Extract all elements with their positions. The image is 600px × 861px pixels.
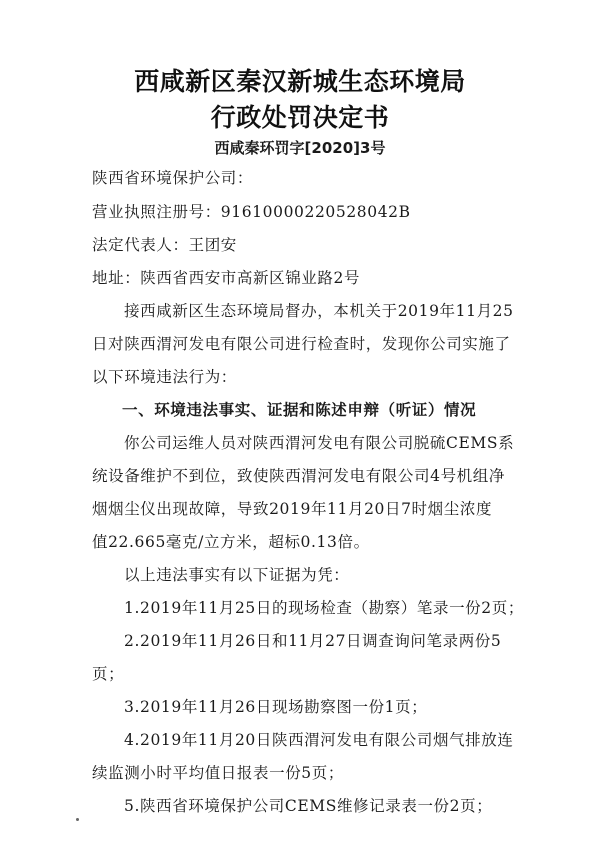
address: 地址：陕西省西安市高新区锦业路2号 <box>92 269 361 287</box>
license-number: 营业执照注册号：91610000220528042B <box>92 203 411 221</box>
facts-line: 统设备维护不到位，致使陕西渭河发电有限公司4号机组净 <box>92 467 505 485</box>
evidence-item: 3.2019年11月26日现场勘察图一份1页； <box>124 698 428 716</box>
evidence-item-continued: 续监测小时平均值日报表一份5页； <box>92 764 344 782</box>
evidence-item: 4.2019年11月20日陕西渭河发电有限公司烟气排放连 <box>124 731 514 749</box>
facts-line: 值22.665毫克/立方米，超标0.13倍。 <box>92 533 370 551</box>
facts-line: 烟烟尘仪出现故障，导致2019年11月20日7时烟尘浓度 <box>92 500 493 518</box>
intro-line: 日对陕西渭河发电有限公司进行检查时，发现你公司实施了 <box>92 335 511 353</box>
evidence-intro: 以上违法事实有以下证据为凭： <box>124 566 350 584</box>
evidence-item: 5.陕西省环境保护公司CEMS维修记录表一份2页； <box>124 797 493 815</box>
document-title-line2: 行政处罚决定书 <box>210 103 390 132</box>
evidence-item-continued: 页； <box>92 665 125 683</box>
facts-line: 你公司运维人员对陕西渭河发电有限公司脱硫CEMS系 <box>124 434 515 452</box>
evidence-item: 2.2019年11月26日和11月27日调查询问笔录两份5 <box>124 632 502 650</box>
intro-line: 接西咸新区生态环境局督办，本机关于2019年11月25 <box>124 302 514 320</box>
evidence-item: 1.2019年11月25日的现场检查（勘察）笔录一份2页； <box>124 599 524 617</box>
recipient: 陕西省环境保护公司： <box>92 169 254 187</box>
section-heading: 一、环境违法事实、证据和陈述申辩（听证）情况 <box>122 401 477 419</box>
document-title-line1: 西咸新区秦汉新城生态环境局 <box>134 67 466 96</box>
scan-speck <box>76 818 79 821</box>
document-number: 西咸秦环罚字[2020]3号 <box>214 139 386 157</box>
legal-representative: 法定代表人：王团安 <box>92 236 237 254</box>
intro-line: 以下环境违法行为： <box>92 368 237 386</box>
